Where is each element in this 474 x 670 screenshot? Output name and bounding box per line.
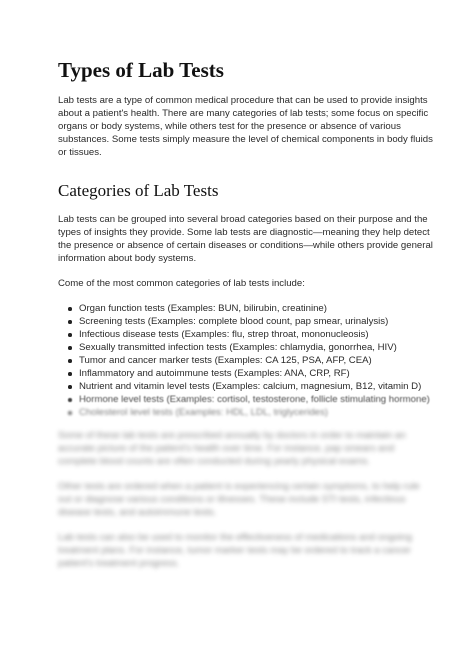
- list-item: Hormone level tests (Examples: cortisol, testosterone, follicle stimulating hormone): [79, 393, 434, 406]
- section-paragraph-1: Lab tests can be grouped into several broad categories based on their purpose and the types of insights they provide. Some lab tests are diagnostic—meaning they help detect the presence or absence of certain diseases or conditions—while others provide general information about body systems.: [58, 214, 433, 264]
- section-heading: Categories of Lab Tests: [58, 181, 219, 200]
- page-title: Types of Lab Tests: [58, 58, 224, 82]
- blurred-paragraph-2: Other tests are ordered when a patient is experiencing certain symptoms, to help rule out or diagnose various conditions or illnesses. These include STI tests, infectious disease tests, and autoimmune tests.: [58, 481, 420, 518]
- list-item: Tumor and cancer marker tests (Examples: CA 125, PSA, AFP, CEA): [79, 354, 434, 367]
- blurred-paragraph-3: Lab tests can also be used to monitor the effectiveness of medications and ongoing treatment plans. For instance, tumor marker tests may be ordered to track a cancer patient's treatment progress.: [58, 532, 412, 569]
- list-item: Cholesterol level tests (Examples: HDL, LDL, triglycerides): [79, 406, 434, 419]
- list-item: Organ function tests (Examples: BUN, bilirubin, creatinine): [79, 302, 434, 315]
- list-item: Inflammatory and autoimmune tests (Examples: ANA, CRP, RF): [79, 367, 434, 380]
- list-item: Screening tests (Examples: complete blood count, pap smear, urinalysis): [79, 315, 434, 328]
- intro-paragraph: Lab tests are a type of common medical procedure that can be used to provide insights about a patient's health. There are many categories of lab tests; some focus on specific organs or body systems, while others test for the presence or absence of various substances. Some tests simply measure the level of chemical components in body fluids or tissues.: [58, 95, 433, 158]
- list-item: Infectious disease tests (Examples: flu, strep throat, mononucleosis): [79, 328, 434, 341]
- category-list: [58, 302, 434, 419]
- section-paragraph-2: Come of the most common categories of lab tests include:: [58, 278, 305, 289]
- blurred-content: [58, 429, 434, 570]
- blurred-paragraph-1: Some of these lab tests are prescribed annually by doctors in order to maintain an accurate picture of the patient's health over time. For instance, pap smears and complete blood counts are often conducted during yearly physical exams.: [58, 430, 406, 467]
- list-item: Nutrient and vitamin level tests (Examples: calcium, magnesium, B12, vitamin D): [79, 380, 434, 393]
- list-item: Sexually transmitted infection tests (Examples: chlamydia, gonorrhea, HIV): [79, 341, 434, 354]
